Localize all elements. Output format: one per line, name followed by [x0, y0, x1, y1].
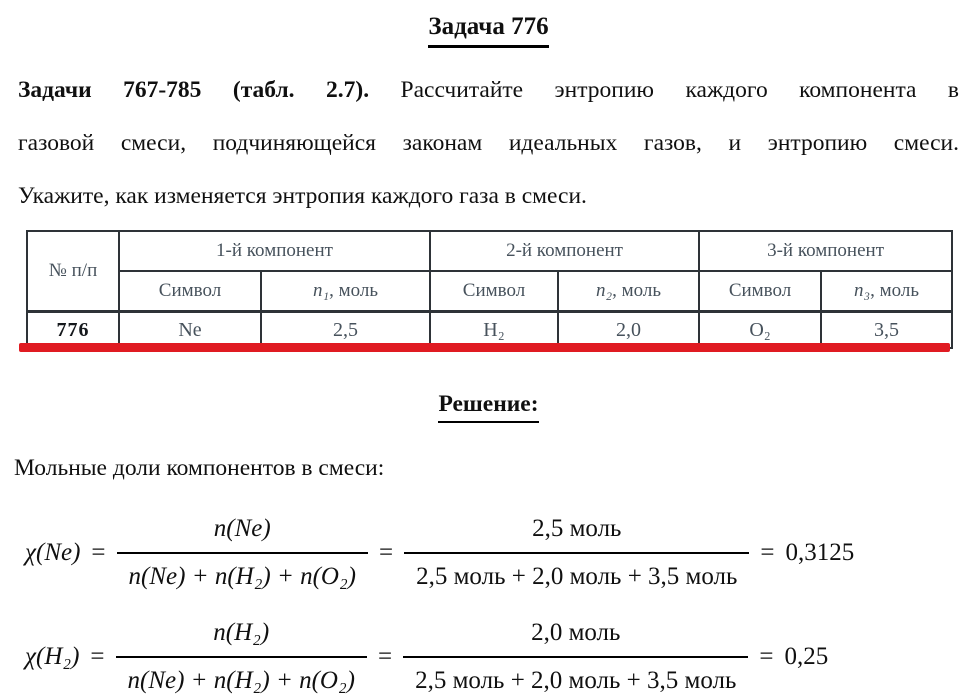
- table-group-header-row: [27, 231, 952, 271]
- table-corner-header: № п/п: [27, 231, 119, 312]
- table-group-header-2: 2-й компонент: [430, 231, 699, 271]
- formula1-symbolic-fraction: [117, 511, 368, 595]
- equals-sign: =: [759, 643, 774, 670]
- formula2-result: 0,25: [784, 643, 829, 670]
- symbol-cell-2: H₂: [430, 312, 558, 349]
- amount-cell-1: 2,5: [261, 312, 430, 349]
- formula1-symbolic-denominator: n(Ne) + n(H₂) + n(O₂): [117, 552, 368, 595]
- table-group-header-3: 3-й компонент: [699, 231, 952, 271]
- problem-line-2: газовой смеси, подчиняющейся законам идеальных газов, и энтропию смеси.: [18, 130, 959, 156]
- n1-unit: , моль: [329, 280, 379, 301]
- n1-var: n₁: [312, 280, 330, 301]
- n1-header: [261, 271, 430, 312]
- table-group-header-1: 1-й компонент: [119, 231, 430, 271]
- n2-header: [558, 271, 699, 312]
- page-title: Задача 776: [428, 10, 548, 48]
- equals-sign: =: [379, 539, 394, 566]
- problem-line-1-text: Рассчитайте энтропию каждого компонента в: [400, 77, 960, 103]
- formula1-numeric-numerator: 2,5 моль: [532, 515, 622, 542]
- equals-sign: =: [90, 643, 105, 670]
- formula2-numeric-denominator: 2,5 моль + 2,0 моль + 3,5 моль: [403, 656, 748, 699]
- formula1-numeric-fraction: [404, 511, 749, 595]
- symbol-cell-3: O₂: [699, 312, 821, 349]
- formula2-symbolic-numerator: n(H₂): [213, 619, 270, 646]
- equals-sign: =: [760, 539, 775, 566]
- symbol-header-2: Символ: [430, 271, 558, 312]
- n2-unit: , моль: [612, 280, 662, 301]
- title-row: [0, 10, 977, 48]
- solution-heading-row: [0, 388, 977, 423]
- problem-line-3: Укажите, как изменяется энтропия каждого газа в смеси.: [18, 183, 587, 209]
- amount-cell-3: 3,5: [821, 312, 952, 349]
- formula1-lhs: χ(Ne): [25, 539, 81, 566]
- problem-statement: [18, 64, 959, 223]
- problem-range-bold: Задачи 767-785 (табл. 2.7).: [18, 77, 370, 103]
- n3-header: [821, 271, 952, 312]
- equals-sign: =: [91, 539, 106, 566]
- mole-fraction-intro: Мольные доли компонентов в смеси:: [14, 455, 385, 481]
- table-sub-header-row: [27, 271, 952, 312]
- symbol-cell-1: Ne: [119, 312, 261, 349]
- red-underline-rule: [19, 343, 950, 352]
- formula1-numeric-denominator: 2,5 моль + 2,0 моль + 3,5 моль: [404, 552, 749, 595]
- equals-sign: =: [377, 643, 393, 670]
- amount-cell-2: 2,0: [558, 312, 699, 349]
- formula2-lhs: χ(H₂): [25, 643, 80, 670]
- formula1-symbolic-numerator: n(Ne): [213, 515, 271, 542]
- formula1-result: 0,3125: [785, 539, 855, 566]
- formula2-symbolic-denominator: n(Ne) + n(H₂) + n(O₂): [116, 656, 367, 699]
- n2-var: n₂: [596, 280, 613, 301]
- formula-mole-fraction-h2: [25, 615, 965, 699]
- formula2-symbolic-fraction: [116, 615, 367, 699]
- n3-var: n₃: [854, 280, 871, 301]
- solution-heading: Решение:: [438, 388, 538, 423]
- formula2-numeric-fraction: [403, 615, 748, 699]
- formula-mole-fraction-ne: [25, 511, 965, 595]
- problem-line-1: [18, 64, 959, 117]
- document-page: [0, 10, 977, 694]
- formula2-numeric-numerator: 2,0 моль: [531, 619, 621, 646]
- components-table: [26, 230, 953, 349]
- n3-unit: , моль: [870, 280, 920, 301]
- symbol-header-1: Символ: [119, 271, 261, 312]
- problem-number-cell: 776: [27, 312, 119, 349]
- symbol-header-3: Символ: [699, 271, 821, 312]
